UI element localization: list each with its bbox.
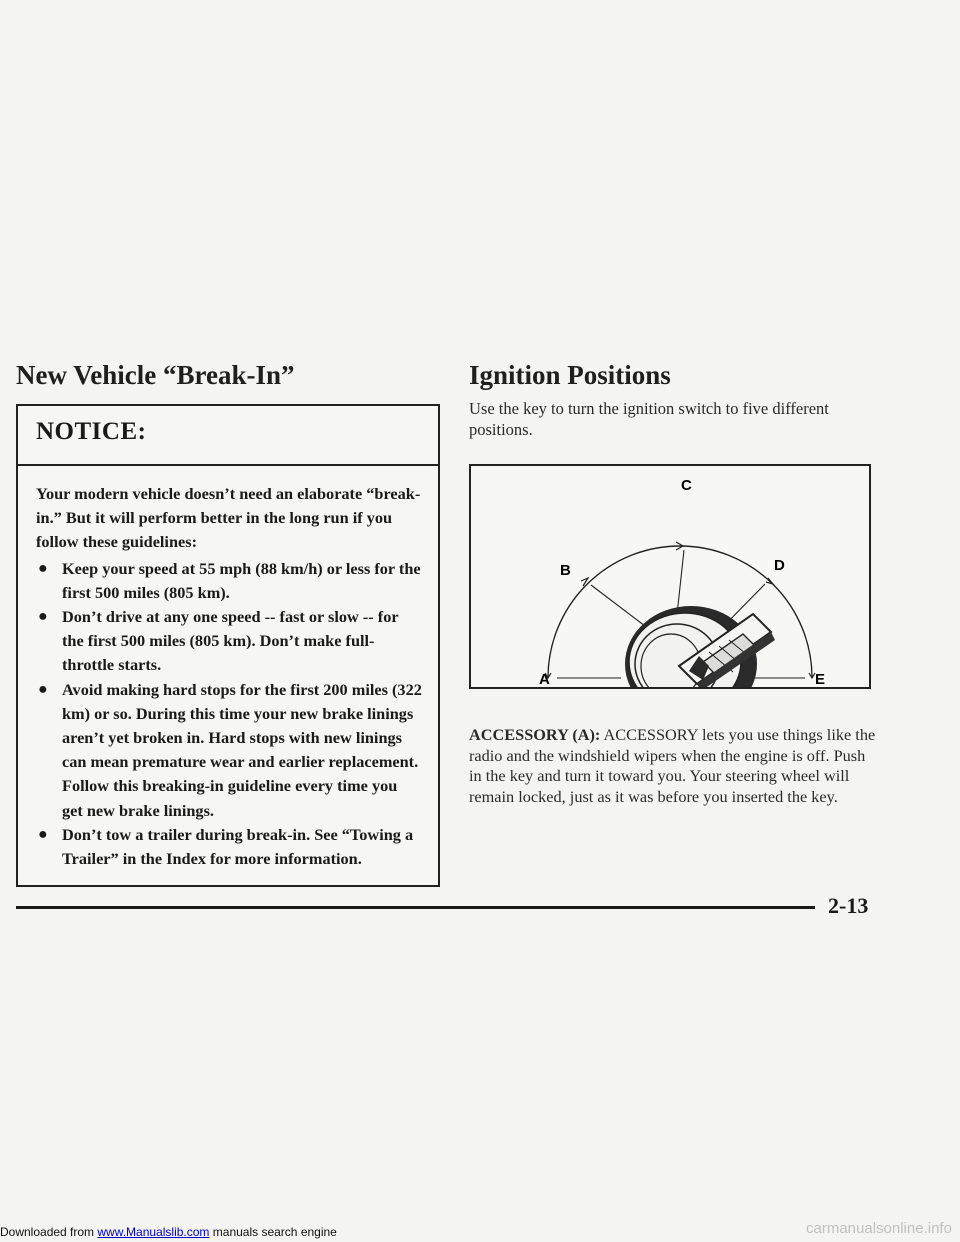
- accessory-description: ACCESSORY lets you use things like the radio and the windshield wipers when the engine is off. Push in the key and turn it toward you. Your steering wheel will remain locked, just as it was before you inserted the key.: [469, 725, 876, 806]
- watermark: carmanualsonline.info: [806, 1220, 952, 1237]
- download-credit: Downloaded from www.Manualslib.com manuals search engine: [0, 1225, 337, 1239]
- list-item: ● Don’t tow a trailer during break-in. See “Towing a Trailer” in the Index for more information.: [38, 824, 414, 869]
- ignition-intro: Use the key to turn the ignition switch to five different positions.: [469, 399, 829, 439]
- ignition-title: Ignition Positions: [469, 360, 671, 390]
- notice-label: NOTICE:: [36, 418, 147, 445]
- list-item: ● Keep your speed at 55 mph (88 km/h) or less for the first 500 miles (805 km).: [38, 558, 421, 602]
- accessory-paragraph: [469, 725, 879, 807]
- break-in-section: [16, 358, 442, 887]
- guide-line-b: [591, 585, 649, 629]
- page-number: 2-13: [828, 893, 869, 918]
- label-e: E: [815, 671, 826, 687]
- label-b: B: [560, 562, 571, 579]
- manualslib-link[interactable]: www.Manualslib.com: [97, 1225, 210, 1239]
- list-item: ● Don’t drive at any one speed -- fast or slow -- for the first 500 miles (805 km). Don’t make full-throttle starts.: [38, 607, 399, 675]
- notice-guidelines-list: [36, 557, 422, 872]
- bullet-icon: ●: [38, 825, 48, 843]
- footer-rule: [16, 906, 815, 909]
- label-d: D: [774, 557, 785, 574]
- bullet-icon: ●: [38, 680, 48, 698]
- bullet-icon: ●: [38, 608, 48, 626]
- notice-body: [18, 466, 438, 885]
- label-c: C: [681, 477, 692, 494]
- bullet-icon: ●: [38, 559, 48, 577]
- ignition-diagram: [469, 464, 871, 689]
- label-a: A: [539, 671, 550, 687]
- accessory-term: ACCESSORY (A):: [469, 725, 601, 744]
- notice-box: [16, 404, 440, 887]
- notice-header: [18, 406, 438, 466]
- break-in-title: New Vehicle “Break-In”: [16, 360, 295, 390]
- notice-intro: Your modern vehicle doesn’t need an elaborate “break-in.” But it will perform better in the long run if you follow these guidelines:: [36, 484, 421, 552]
- ignition-section: [469, 358, 879, 807]
- ignition-diagram-svg: [471, 466, 869, 687]
- list-item: ● Avoid making hard stops for the first 200 miles (322 km) or so. During this time your new brake linings aren’t yet broken in. Hard stops with new linings can mean premature wear and earlier replacement. Follow this breaking-in guideline every time you get new brake linings.: [38, 679, 422, 820]
